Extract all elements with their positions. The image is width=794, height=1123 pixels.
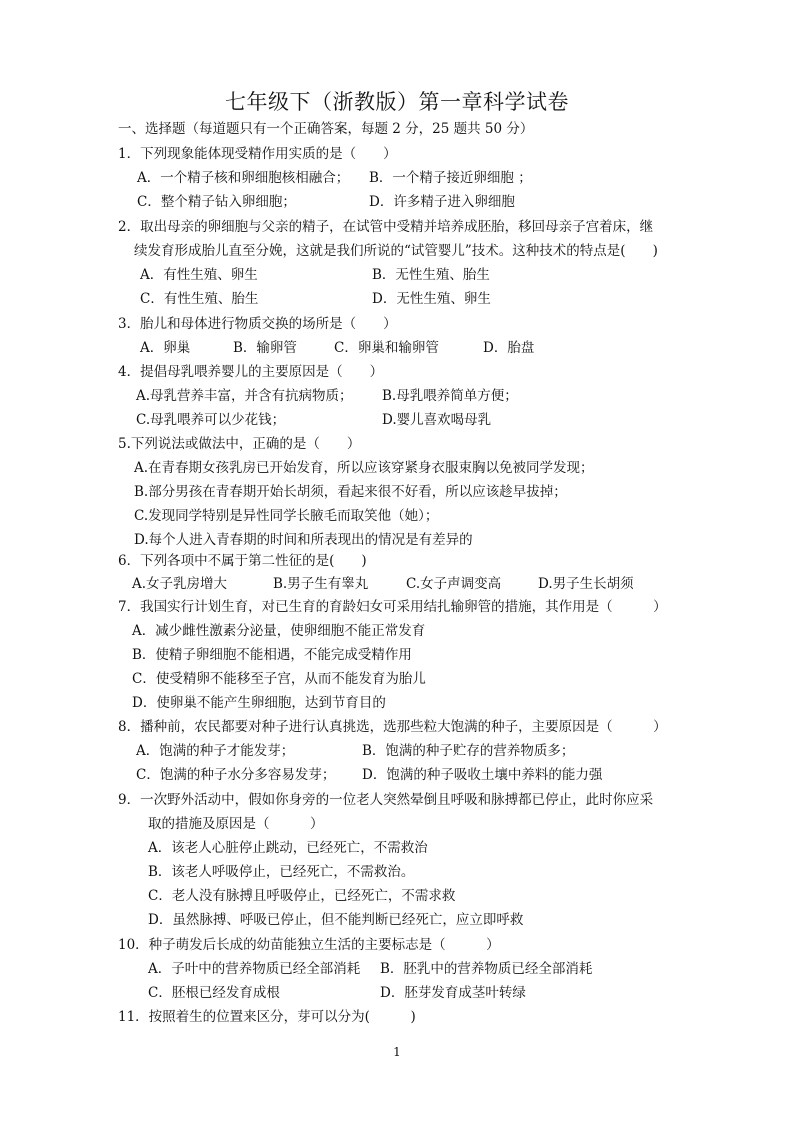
- question-5-stem: 5.下列说法或做法中，正确的是（ ）: [118, 436, 361, 452]
- question-4-option-a: A.母乳营养丰富，并含有抗病物质；: [136, 388, 353, 404]
- question-5-option-d: D.每个人进入青春期的时间和所表现出的情况是有差异的: [134, 532, 473, 548]
- question-3-stem: 3．胎儿和母体进行物质交换的场所是（ ）: [118, 316, 397, 332]
- question-1-option-b: B．一个精子接近卵细胞 ；: [369, 170, 532, 186]
- question-9-option-d: D．虽然脉搏、呼吸已停止，但不能判断已经死亡，应立即呼救: [148, 912, 524, 928]
- question-10-option-b: B．胚乳中的营养物质已经全部消耗: [380, 961, 593, 977]
- question-6-option-a: A.女子乳房增大: [132, 576, 228, 592]
- page-title: 七年级下（浙教版）第一章科学试卷: [225, 90, 569, 114]
- question-7-option-c: C．使受精卵不能移至子宫，从而不能发育为胎儿: [132, 671, 426, 687]
- question-8-option-d: D．饱满的种子吸收土壤中养料的能力强: [362, 767, 603, 783]
- question-4-stem: 4．提倡母乳喂养婴儿的主要原因是（ ）: [118, 364, 384, 380]
- question-7-option-d: D．使卵巢不能产生卵细胞，达到节育目的: [132, 695, 386, 711]
- question-5-option-a: A.在青春期女孩乳房已开始发育，所以应该穿紧身衣服束胸以免被同学发现；: [134, 460, 594, 476]
- question-6-option-c: C.女子声调变高: [406, 576, 502, 592]
- question-10-option-c: C．胚根已经发育成根: [148, 985, 280, 1001]
- question-6-option-b: B.男子生有睾丸: [273, 576, 369, 592]
- question-11-stem: 11．按照着生的位置来区分，芽可以分为( ): [118, 1009, 416, 1025]
- question-5-option-b: B.部分男孩在青春期开始长胡须，看起来很不好看，所以应该趁早拔掉；: [134, 484, 567, 500]
- question-8-stem: 8．播种前，农民都要对种子进行认真挑选，选那些粒大饱满的种子，主要原因是（ ）: [118, 719, 667, 735]
- question-9-option-a: A．该老人心脏停止跳动，已经死亡，不需救治: [148, 840, 428, 856]
- question-4-option-d: D.婴儿喜欢喝母乳: [382, 412, 492, 428]
- section-heading: 一、选择题（每道题只有一个正确答案，每题 2 分，25 题共 50 分）: [118, 121, 534, 137]
- question-10-stem: 10．种子萌发后长成的幼苗能独立生活的主要标志是（ ）: [118, 937, 500, 953]
- question-3-option-c: C．卵巢和输卵管: [334, 340, 439, 356]
- question-9-option-b: B．该老人呼吸停止，已经死亡，不需救治。: [148, 864, 415, 880]
- question-6-stem: 6．下列各项中不属于第二性征的是( ): [118, 553, 367, 569]
- question-2-option-d: D．无性生殖、卵生: [372, 291, 491, 307]
- question-10-option-a: A．子叶中的营养物质已经全部消耗: [148, 961, 361, 977]
- question-3-option-a: A．卵巢: [140, 340, 191, 356]
- question-1-stem: 1．下列现象能体现受精作用实质的是（ ）: [118, 146, 397, 162]
- question-8-option-c: C．饱满的种子水分多容易发芽；: [136, 767, 336, 783]
- question-9-option-c: C．老人没有脉搏且呼吸停止，已经死亡，不需求救: [148, 888, 456, 904]
- question-1-option-c: C．整个精子钻入卵细胞；: [137, 194, 296, 210]
- page-number: 1: [393, 1045, 401, 1059]
- question-8-option-b: B．饱满的种子贮存的营养物质多；: [362, 743, 575, 759]
- question-1-option-a: A．一个精子核和卵细胞核相融合；: [137, 170, 350, 186]
- question-2-stem-line-1: 2．取出母亲的卵细胞与父亲的精子，在试管中受精并培养成胚胎，移回母亲子宫着床，继: [118, 219, 654, 235]
- question-7-option-a: A．减少雌性激素分泌量，使卵细胞不能正常发育: [132, 623, 426, 639]
- question-6-option-d: D.男子生长胡须: [538, 576, 634, 592]
- question-3-option-d: D．胎盘: [483, 340, 535, 356]
- question-5-option-c: C.发现同学特别是异性同学长腋毛而取笑他（她）；: [134, 508, 439, 524]
- question-2-option-a: A．有性生殖、卵生: [140, 267, 258, 283]
- question-9-stem-line-1: 9．一次野外活动中，假如你身旁的一位老人突然晕倒且呼吸和脉搏都已停止，此时你应采: [118, 792, 654, 808]
- question-2-stem-line-2: 续发育形成胎儿直至分娩，这就是我们所说的“试管婴儿”技术。这种技术的特点是( ): [134, 243, 658, 259]
- question-7-stem: 7．我国实行计划生育，对已生育的育龄妇女可采用结扎输卵管的措施，其作用是（ ）: [118, 599, 667, 615]
- question-3-option-b: B．输卵管: [233, 340, 297, 356]
- question-8-option-a: A．饱满的种子才能发芽；: [136, 743, 295, 759]
- question-2-option-b: B．无性生殖、胎生: [372, 267, 490, 283]
- question-2-option-c: C．有性生殖、胎生: [140, 291, 259, 307]
- question-10-option-d: D．胚芽发育成茎叶转绿: [380, 985, 526, 1001]
- question-4-option-b: B.母乳喂养简单方便；: [382, 388, 518, 404]
- question-9-stem-line-2: 取的措施及原因是（ ）: [148, 816, 324, 832]
- question-4-option-c: C.母乳喂养可以少花钱；: [136, 412, 286, 428]
- question-7-option-b: B．使精子卵细胞不能相遇，不能完成受精作用: [132, 647, 412, 663]
- question-1-option-d: D．许多精子进入卵细胞: [369, 194, 515, 210]
